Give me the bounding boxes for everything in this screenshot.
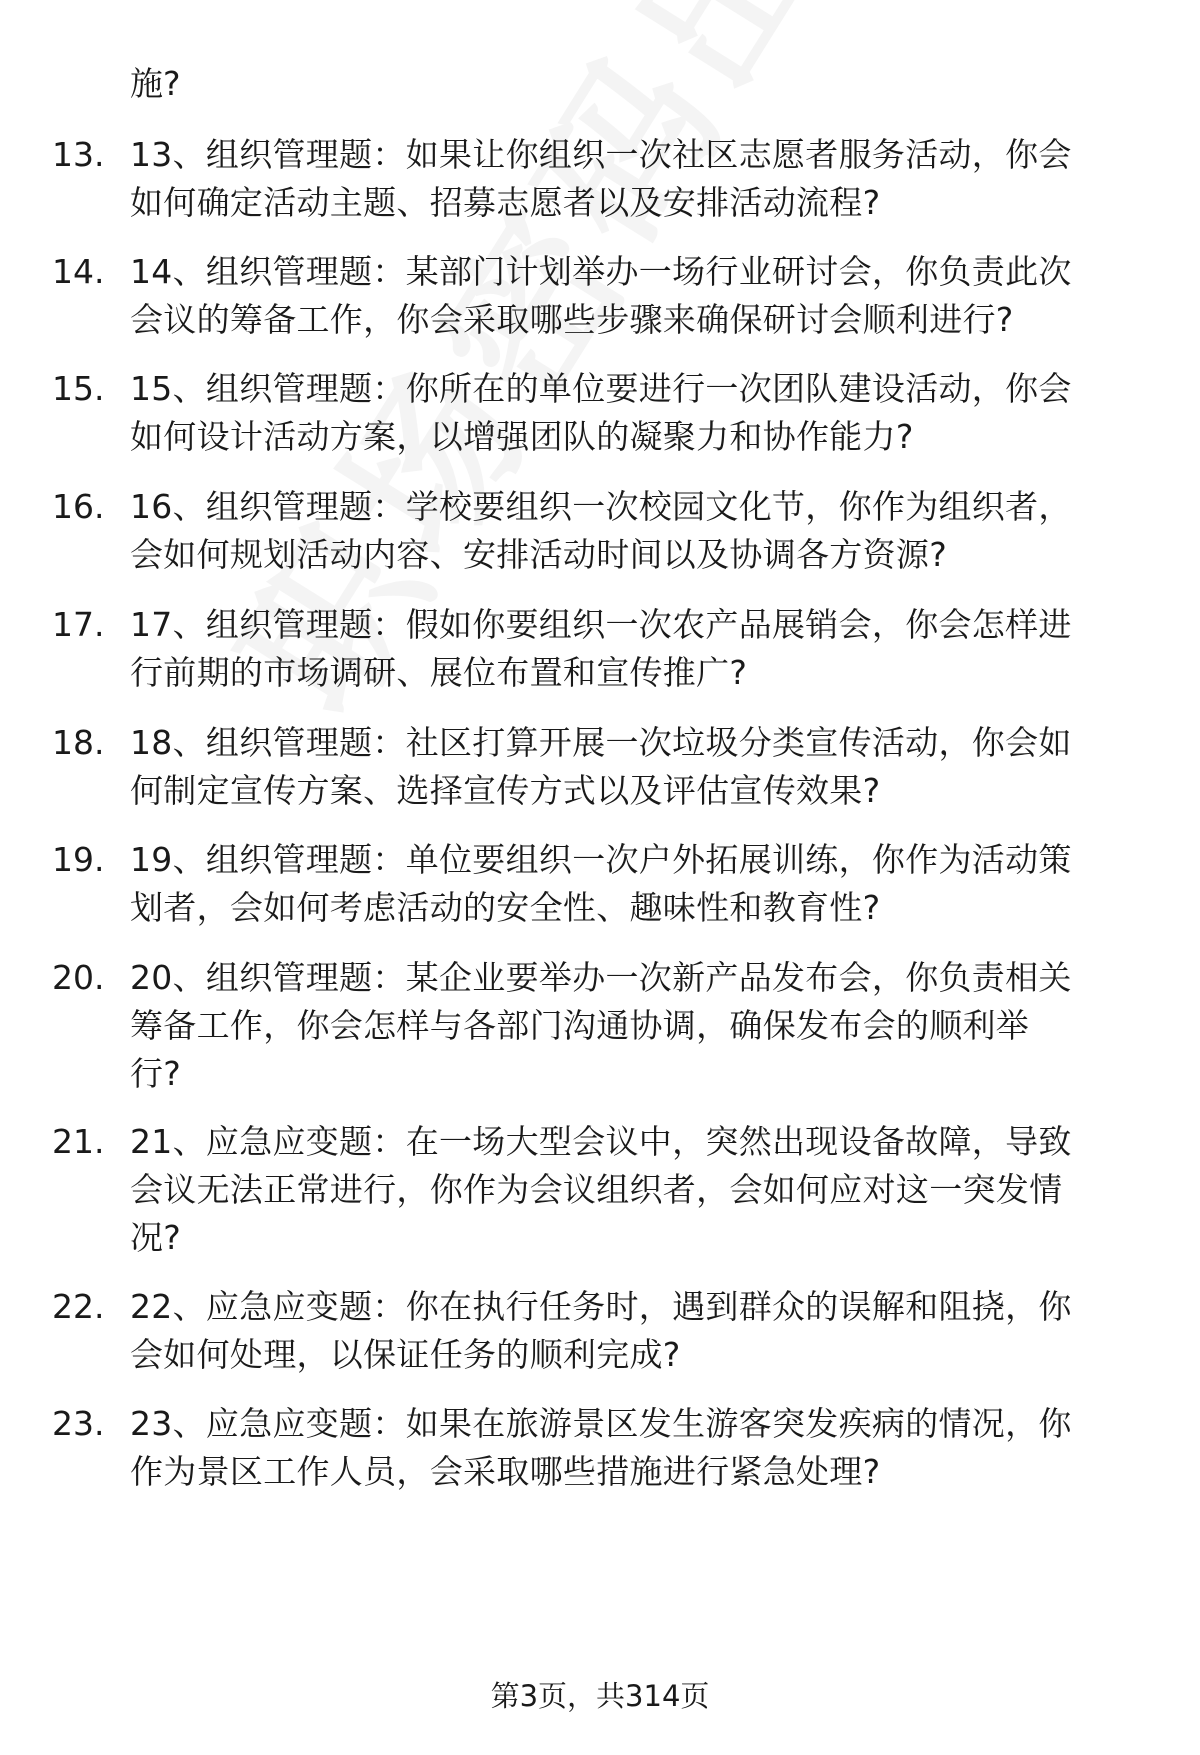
question-text-line: 20、组织管理题：某企业要举办一次新产品发布会，你负责相关 bbox=[130, 958, 1072, 997]
question-text bbox=[130, 1283, 1152, 1379]
question-text bbox=[130, 1400, 1152, 1496]
question-text-line: 会议无法正常进行，你作为会议组织者，会如何应对这一突发情 bbox=[130, 1170, 1063, 1209]
question-number: 17. bbox=[52, 605, 105, 644]
question-text-line: 行前期的市场调研、展位布置和宣传推广? bbox=[130, 653, 748, 692]
question-text bbox=[130, 719, 1152, 815]
question-text-line: 17、组织管理题：假如你要组织一次农产品展销会，你会怎样进 bbox=[130, 605, 1072, 644]
question-text-line: 况? bbox=[130, 1218, 182, 1257]
question-text bbox=[130, 131, 1152, 227]
question-text-line: 会议的筹备工作，你会采取哪些步骤来确保研讨会顺利进行? bbox=[130, 300, 1014, 339]
question-text-line: 筹备工作，你会怎样与各部门沟通协调，确保发布会的顺利举 bbox=[130, 1006, 1030, 1045]
question-text-line: 会如何处理，以保证任务的顺利完成? bbox=[130, 1335, 681, 1374]
question-text-line: 行? bbox=[130, 1054, 182, 1093]
question-number: 22. bbox=[52, 1287, 105, 1326]
continuation-text: 施? bbox=[130, 64, 181, 103]
question-number: 16. bbox=[52, 487, 105, 526]
question-text bbox=[130, 483, 1152, 579]
question-text-line: 会如何规划活动内容、安排活动时间以及协调各方资源? bbox=[130, 535, 948, 574]
question-number: 20. bbox=[52, 958, 105, 997]
question-number: 15. bbox=[52, 369, 105, 408]
question-text bbox=[130, 954, 1152, 1098]
question-number: 18. bbox=[52, 723, 105, 762]
question-number: 21. bbox=[52, 1122, 105, 1161]
question-text-line: 如何确定活动主题、招募志愿者以及安排活动流程? bbox=[130, 183, 881, 222]
page-footer: 第3页，共314页 bbox=[490, 1679, 710, 1713]
question-text-line: 18、组织管理题：社区打算开展一次垃圾分类宣传活动，你会如 bbox=[130, 723, 1072, 762]
question-text-line: 19、组织管理题：单位要组织一次户外拓展训练，你作为活动策 bbox=[130, 840, 1072, 879]
question-text-line: 21、应急应变题：在一场大型会议中，突然出现设备故障，导致 bbox=[130, 1122, 1072, 1161]
question-text-line: 如何设计活动方案，以增强团队的凝聚力和协作能力? bbox=[130, 417, 914, 456]
question-text bbox=[130, 365, 1152, 461]
question-text bbox=[130, 601, 1152, 697]
question-text-line: 14、组织管理题：某部门计划举办一场行业研讨会，你负责此次 bbox=[130, 252, 1072, 291]
question-text-line: 15、组织管理题：你所在的单位要进行一次团队建设活动，你会 bbox=[130, 369, 1072, 408]
question-text-line: 作为景区工作人员，会采取哪些措施进行紧急处理? bbox=[130, 1452, 881, 1491]
question-text-line: 22、应急应变题：你在执行任务时，遇到群众的误解和阻挠，你 bbox=[130, 1287, 1072, 1326]
question-text-line: 划者，会如何考虑活动的安全性、趣味性和教育性? bbox=[130, 888, 881, 927]
question-number: 14. bbox=[52, 252, 105, 291]
question-number: 23. bbox=[52, 1404, 105, 1443]
question-text bbox=[130, 836, 1152, 932]
question-text bbox=[130, 1118, 1152, 1262]
question-number: 13. bbox=[52, 135, 105, 174]
question-text-line: 16、组织管理题：学校要组织一次校园文化节，你作为组织者， bbox=[130, 487, 1072, 526]
question-text-line: 23、应急应变题：如果在旅游景区发生游客突发疾病的情况，你 bbox=[130, 1404, 1072, 1443]
question-text bbox=[130, 248, 1152, 344]
question-text-line: 何制定宣传方案、选择宣传方式以及评估宣传效果? bbox=[130, 771, 881, 810]
question-number: 19. bbox=[52, 840, 105, 879]
question-text-line: 13、组织管理题：如果让你组织一次社区志愿者服务活动，你会 bbox=[130, 135, 1072, 174]
